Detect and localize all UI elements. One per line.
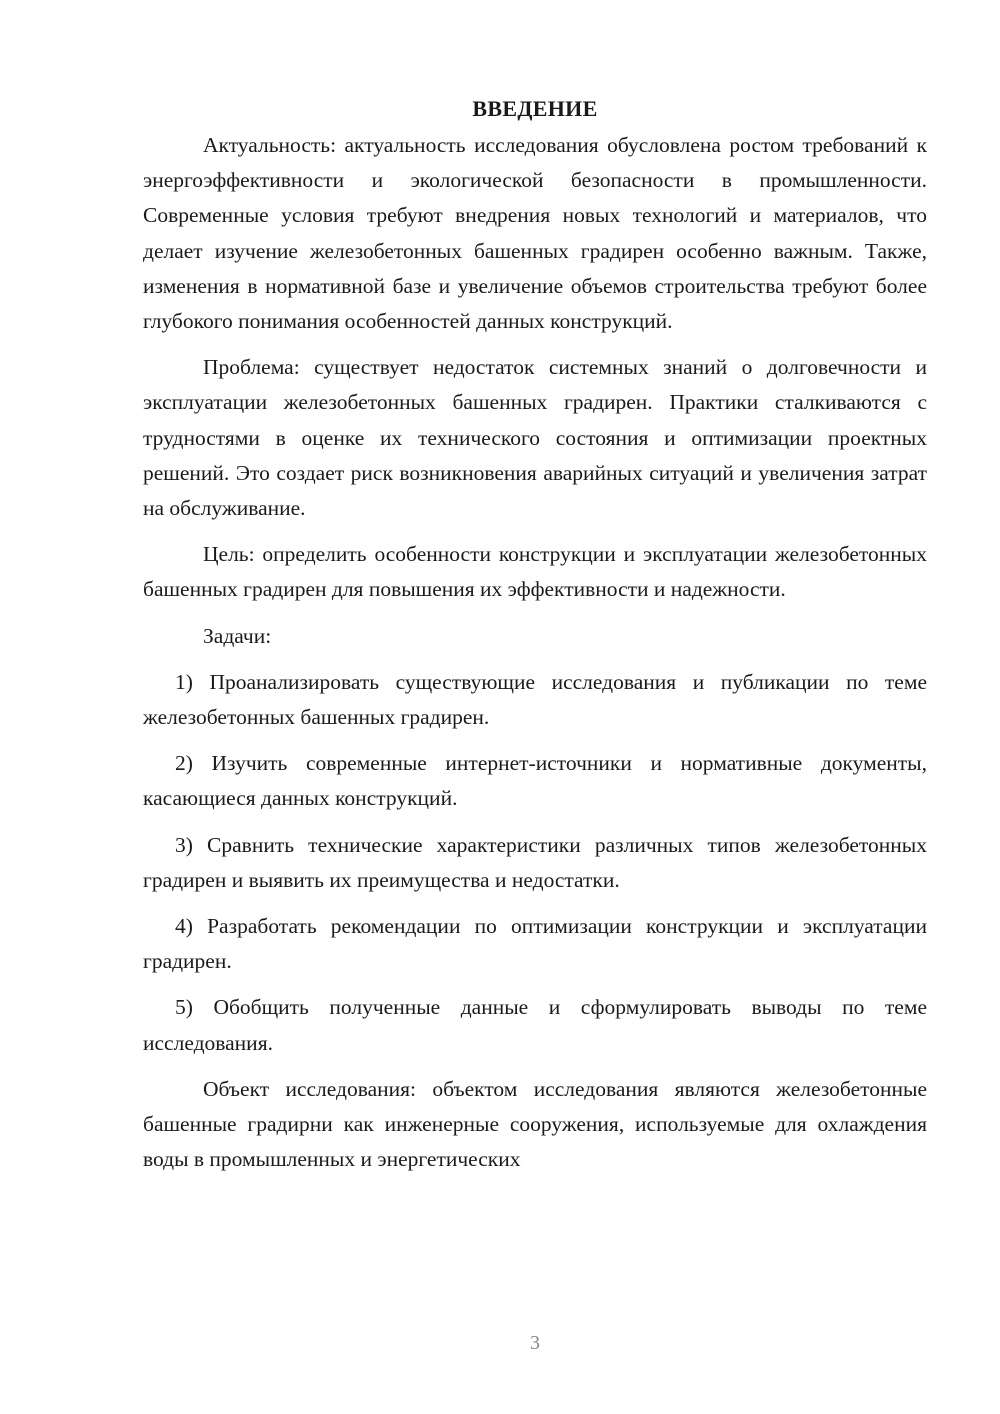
task-item-5: 5) Обобщить полученные данные и сформулировать выводы по теме исследования. (143, 995, 927, 1055)
section-title: ВВЕДЕНИЕ (472, 96, 598, 121)
relevance-paragraph: Актуальность: актуальность исследования обусловлена ростом требований к энергоэффективности и экологической безопасности в промышленности. Современные условия требуют внедрения новых технологий и материалов, что делает изучение железобетонных башенных градирен особенно важным. Также, изменения в нормативной базе и увеличение объемов строительства требуют более глубокого понимания особенностей данных конструкций. (143, 133, 927, 334)
task-item-1: 1) Проанализировать существующие исследования и публикации по теме железобетонных башенных градирен. (143, 669, 927, 730)
page-number: 3 (530, 1332, 540, 1354)
goal-paragraph: Цель: определить особенности конструкции и эксплуатации железобетонных башенных градирен для повышения их эффективности и надежности. (143, 542, 927, 602)
object-paragraph: Объект исследования: объектом исследования являются железобетонные башенные градирни как инженерные сооружения, используемые для охлаждения воды в промышленных и энергетических (143, 1076, 927, 1172)
task-item-4: 4) Разработать рекомендации по оптимизации конструкции и эксплуатации градирен. (143, 914, 927, 974)
task-item-2: 2) Изучить современные интернет-источники и нормативные документы, касающиеся данных конструкций. (143, 751, 927, 811)
document-page (143, 94, 927, 1188)
tasks-heading: Задачи: (203, 623, 272, 648)
task-item-3: 3) Сравнить технические характеристики различных типов железобетонных градирен и выявить их преимущества и недостатки. (143, 832, 927, 892)
problem-paragraph: Проблема: существует недостаток системных знаний о долговечности и эксплуатации железобетонных башенных градирен. Практики сталкиваются с трудностями в оценке их технического состояния и оптимизации проектных решений. Это создает риск возникновения аварийных ситуаций и увеличения затрат на обслуживание. (143, 355, 927, 521)
